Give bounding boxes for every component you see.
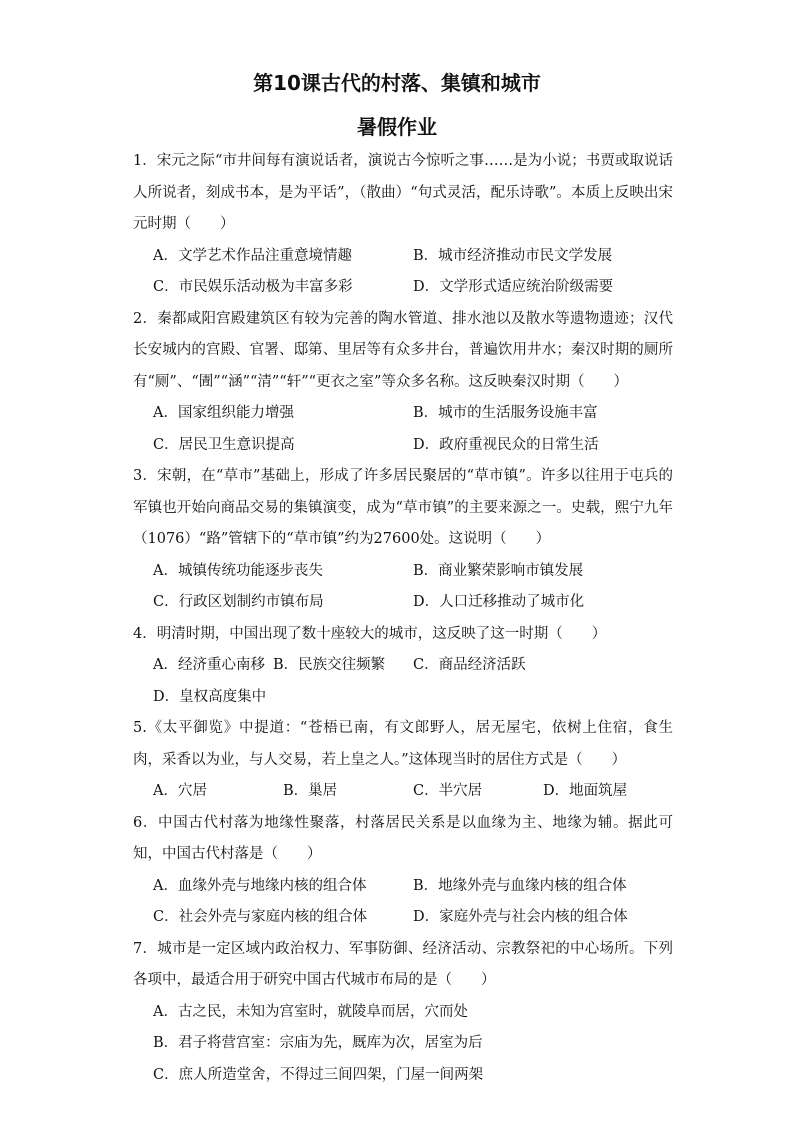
- option-b: B．城市经济推动市民文学发展: [413, 247, 613, 264]
- option-c: C．商品经济活跃: [413, 657, 526, 673]
- option-c: C．半穴居: [413, 783, 483, 799]
- question-text: 5.《太平御览》中提道：“苍梧已南，有文郎野人，居无屋宅，依树上住宿，食生肉，采香以为业，与人交易，若上皇之人。”这体现当时的居住方式是（ ）: [133, 720, 673, 768]
- option-c: C．社会外壳与家庭内核的组合体: [153, 909, 368, 925]
- option-a: A．穴居: [153, 783, 207, 799]
- option-a: A．古之民，未知为宫室时，就陵阜而居，穴而处: [153, 1003, 468, 1020]
- page-subtitle: 暑假作业: [357, 115, 437, 139]
- question-7: [133, 934, 673, 1092]
- option-d: D．皇权高度集中: [153, 688, 267, 705]
- question-list: [133, 146, 673, 1091]
- option-d: D．文学形式适应统治阶级需要: [413, 279, 614, 295]
- question-text: 3．宋朝，在“草市”基础上，形成了许多居民聚居的“草市镇”。许多以往用于屯兵的军镇也开始向商品交易的集镇演变，成为“草市镇”的主要来源之一。史载，熙宁九年（1076）“路”管辖下的“草市镇”约为27600处。这说明（ ）: [133, 468, 673, 547]
- question-text: 2．秦都咸阳宫殿建筑区有较为完善的陶水管道、排水池以及散水等遗物遗迹；汉代长安城内的宫殿、官署、邸第、里居等有众多井台，普遍饮用井水；秦汉时期的厕所有“厕”、“圊”“涵”“清”“轩”“更衣之室”等众多名称。这反映秦汉时期（ ）: [133, 310, 673, 390]
- question-4: [133, 619, 673, 714]
- option-b: B．地缘外壳与血缘内核的组合体: [413, 877, 627, 894]
- option-b: B．君子将营宫室：宗庙为先，厩库为次，居室为后: [153, 1035, 483, 1051]
- options: [133, 241, 673, 304]
- option-b: B．巢居: [283, 783, 338, 799]
- option-d: D．家庭外壳与社会内核的组合体: [413, 909, 628, 925]
- options: [133, 871, 673, 934]
- option-b: B．民族交往频繁: [273, 657, 386, 673]
- option-c: C．居民卫生意识提高: [153, 436, 295, 453]
- question-text: 1．宋元之际“市井间每有演说话者，演说古今惊听之事……是为小说；书贾或取说话人所说者，刻成书本，是为平话”，（散曲）“句式灵活，配乐诗歌”。本质上反映出宋元时期（ ）: [133, 153, 673, 232]
- option-c: C．市民娱乐活动极为丰富多彩: [153, 279, 353, 295]
- options: [133, 776, 673, 808]
- question-5: [133, 713, 673, 808]
- option-c: C．行政区划制约市镇布局: [153, 594, 324, 610]
- option-d: D．人口迁移推动了城市化: [413, 594, 585, 610]
- question-3: [133, 461, 673, 619]
- question-6: [133, 808, 673, 934]
- page-title: 第10课古代的村落、集镇和城市: [253, 71, 541, 95]
- option-a: A．国家组织能力增强: [153, 405, 294, 421]
- option-a: A．血缘外壳与地缘内核的组合体: [153, 877, 367, 894]
- option-d: D．政府重视民众的日常生活: [413, 436, 599, 453]
- options: [133, 556, 673, 619]
- question-text: 7．城市是一定区域内政治权力、军事防御、经济活动、宗教祭祀的中心场所。下列各项中，最适合用于研究中国古代城市布局的是（ ）: [133, 940, 673, 988]
- option-d: D．地面筑屋: [543, 783, 628, 799]
- options: [133, 997, 673, 1092]
- option-a: A．文学艺术作品注重意境情趣: [153, 247, 352, 264]
- options: [133, 398, 673, 461]
- option-b: B．城市的生活服务设施丰富: [413, 405, 598, 421]
- option-a: A．城镇传统功能逐步丧失: [153, 562, 323, 579]
- question-1: [133, 146, 673, 304]
- question-2: [133, 304, 673, 462]
- option-b: B．商业繁荣影响市镇发展: [413, 562, 584, 579]
- option-a: A．经济重心南移: [153, 657, 265, 673]
- question-text: 6．中国古代村落为地缘性聚落，村落居民关系是以血缘为主、地缘为辅。据此可知，中国古代村落是（ ）: [133, 814, 673, 862]
- option-c: C．庶人所造堂舍，不得过三间四架，门屋一间两架: [153, 1066, 484, 1083]
- question-text: 4．明清时期，中国出现了数十座较大的城市，这反映了这一时期（ ）: [133, 625, 607, 642]
- options: [133, 650, 673, 713]
